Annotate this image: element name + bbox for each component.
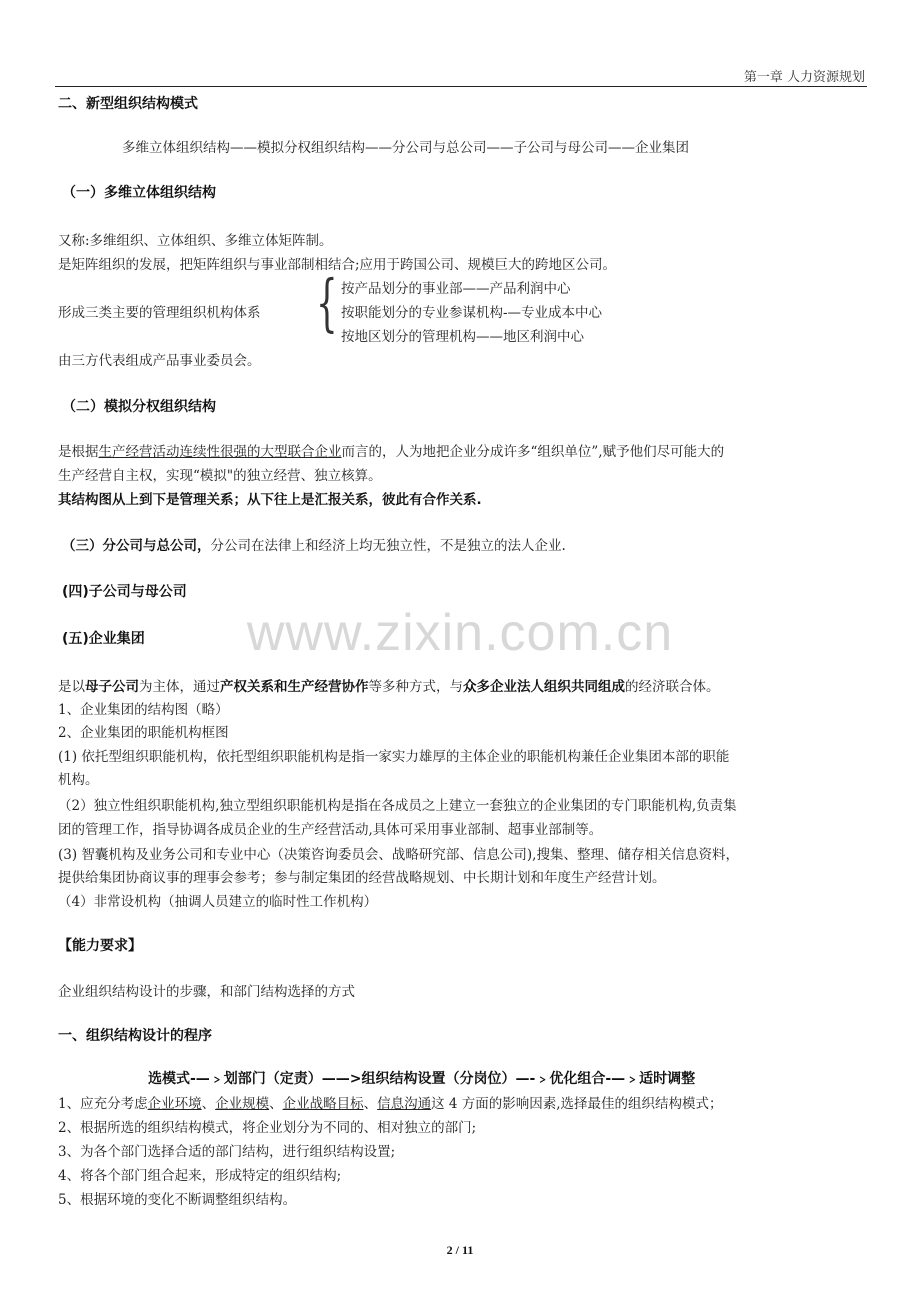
step-separator: 、 xyxy=(363,1096,378,1112)
group-item-2: 2、企业集团的职能机构框图 xyxy=(58,725,229,741)
forms-label: 形成三类主要的管理组织机构体系 xyxy=(58,305,261,321)
group-intro xyxy=(58,675,720,695)
subsection-title-branch: （三）分公司与总公司， xyxy=(62,538,211,554)
step-underlined-term: 企业战略目标 xyxy=(282,1096,364,1112)
procedure-title: 一、组织结构设计的程序 xyxy=(58,1028,212,1044)
header-rule xyxy=(55,86,867,87)
committee-note: 由三方代表组成产品事业委员会。 xyxy=(58,353,261,369)
group-subitem-2-line1: （2）独立性组织职能机构,独立型组织职能机构是指在各成员之上建立一套独立的企业集团的专门职能机构,负责集 xyxy=(58,798,737,814)
group-subitem-4: （4）非常设机构（抽调人员建立的临时性工作机构） xyxy=(58,894,378,910)
form-item: 按地区划分的管理机构——地区利润中心 xyxy=(341,329,584,345)
multidimensional-alias: 又称:多维组织、立体组织、多维立体矩阵制。 xyxy=(58,233,333,249)
step-separator: 、 xyxy=(201,1096,216,1112)
group-intro-bold: 产权关系和生产经营协作 xyxy=(220,679,369,695)
group-subitem-1-line1: (1) 依托型组织职能机构，依托型组织职能机构是指一家实力雄厚的主体企业的职能机构兼任企业集团本部的职能 xyxy=(58,749,730,765)
group-intro-text: 是以 xyxy=(58,679,85,695)
group-intro-text: 的经济联合体。 xyxy=(625,679,720,695)
group-intro-bold: 母子公司 xyxy=(85,679,139,695)
running-header: 第一章 人力资源规划 xyxy=(743,70,865,85)
branch-line xyxy=(62,534,566,554)
subsection-title-group: (五)企业集团 xyxy=(62,631,145,647)
subsection-title-multidimensional: （一）多维立体组织结构 xyxy=(62,185,216,201)
step-text: 这 4 方面的影响因素,选择最佳的组织结构模式； xyxy=(431,1096,723,1112)
branch-text: 分公司在法律上和经济上均无独立性，不是独立的法人企业. xyxy=(210,538,566,554)
structure-chain: 多维立体组织结构——模拟分权组织结构——分公司与总公司——子公司与母公司——企业集团 xyxy=(122,140,689,156)
ability-text: 企业组织结构设计的步骤，和部门结构选择的方式 xyxy=(58,984,355,1000)
watermark: www.zixin.com.cn xyxy=(246,604,674,662)
procedure-step-3: 3、为各个部门选择合适的部门结构，进行组织结构设置; xyxy=(58,1144,396,1160)
procedure-step-1 xyxy=(58,1092,723,1112)
group-intro-bold: 众多企业法人组织共同组成 xyxy=(463,679,625,695)
subsection-title-subsidiary: (四)子公司与母公司 xyxy=(62,584,187,600)
group-item-1: 1、企业集团的结构图（略） xyxy=(58,702,229,718)
simulated-text: 是根据 xyxy=(58,444,99,460)
procedure-step-2: 2、根据所选的组织结构模式，将企业划分为不同的、相对独立的部门; xyxy=(58,1120,477,1136)
group-subitem-2-line2: 团的管理工作，指导协调各成员企业的生产经营活动,具体可采用事业部制、超事业部制等。 xyxy=(58,822,603,838)
form-item: 按产品划分的事业部——产品利润中心 xyxy=(341,281,571,297)
ability-title: 【能力要求】 xyxy=(58,938,142,954)
step-underlined-term: 企业环境 xyxy=(147,1096,202,1112)
procedure-step-5: 5、根据环境的变化不断调整组织结构。 xyxy=(58,1192,297,1208)
group-intro-text: 为主体，通过 xyxy=(139,679,220,695)
step-separator: 、 xyxy=(269,1096,283,1112)
step-underlined-term: 企业规模 xyxy=(215,1096,270,1112)
simulated-underlined-term: 生产经营活动连续性很强的大型联合企业 xyxy=(98,444,342,460)
multidimensional-description: 是矩阵组织的发展，把矩阵组织与事业部制相结合;应用于跨国公司、规模巨大的跨地区公司。 xyxy=(58,257,617,273)
simulated-text: 而言的，人为地把企业分成许多“组织单位”,赋予他们尽可能大的 xyxy=(341,444,725,460)
form-item: 按职能划分的专业参谋机构-—专业成本中心 xyxy=(341,305,603,321)
group-subitem-3-line2: 提供给集团协商议事的理事会参考；参与制定集团的经营战略规划、中长期计划和年度生产经营计划。 xyxy=(58,870,666,886)
step-text: 1、应充分考虑 xyxy=(58,1096,148,1112)
group-intro-text: 等多种方式，与 xyxy=(368,679,463,695)
group-subitem-3-line1: (3) 智囊机构及业务公司和专业中心（决策咨询委员会、战略研究部、信息公司),搜集、整理、储存相关信息资料， xyxy=(58,847,739,863)
section-title-new-structures: 二、新型组织结构模式 xyxy=(58,96,198,112)
simulated-relations: 其结构图从上到下是管理关系；从下往上是汇报关系，彼此有合作关系. xyxy=(58,492,482,508)
page-number: 2 / 11 xyxy=(446,1243,474,1257)
step-underlined-term: 信息沟通 xyxy=(377,1096,432,1112)
brace-symbol: { xyxy=(316,266,338,339)
simulated-paragraph-line1 xyxy=(58,440,724,460)
subsection-title-simulated: （二）模拟分权组织结构 xyxy=(62,399,216,415)
group-subitem-1-line2: 机构。 xyxy=(58,772,99,788)
procedure-step-4: 4、将各个部门组合起来，形成特定的组织结构; xyxy=(58,1168,342,1184)
simulated-paragraph-line2: 生产经营自主权，实现“模拟"的独立经营、独立核算。 xyxy=(58,468,382,484)
procedure-flow: 选模式-—﹥划部门（定责）——>组织结构设置（分岗位）—-﹥优化组合-—﹥适时调整 xyxy=(148,1071,696,1087)
